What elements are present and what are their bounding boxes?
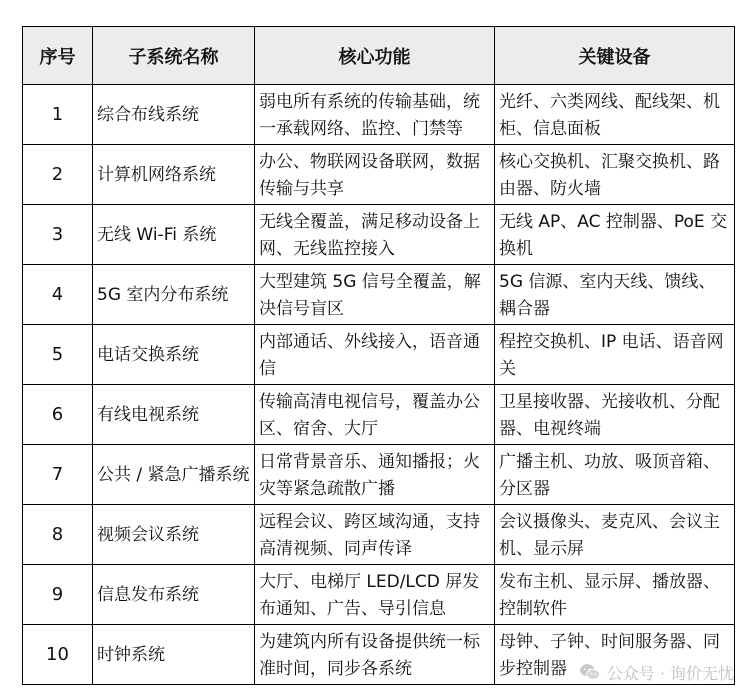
row-name	[93, 565, 255, 625]
row-no: 2	[23, 145, 93, 205]
row-name	[93, 505, 255, 565]
row-function	[255, 565, 495, 625]
row-function-text: 办公、物联网设备联网，数据传输与共享	[259, 151, 480, 199]
row-function	[255, 85, 495, 145]
table-row	[23, 565, 735, 625]
row-function	[255, 445, 495, 505]
table-header	[23, 27, 735, 85]
watermark	[579, 659, 734, 685]
row-devices-text: 母钟、子钟、时间服务器、同步控制器	[499, 631, 720, 679]
row-function-text: 日常背景音乐、通知播报；火灾等紧急疏散广播	[259, 451, 480, 499]
row-devices-text: 程控交换机、IP 电话、语音网关	[499, 331, 724, 379]
row-function-text: 弱电所有系统的传输基础，统一承载网络、监控、门禁等	[259, 91, 480, 139]
row-name	[93, 445, 255, 505]
row-name	[93, 145, 255, 205]
table-row	[23, 325, 735, 385]
row-name-text: 电话交换系统	[97, 345, 199, 365]
header-function: 核心功能	[255, 27, 495, 85]
row-name	[93, 205, 255, 265]
row-function-text: 无线全覆盖，满足移动设备上网、无线监控接入	[259, 211, 480, 259]
row-devices	[495, 565, 735, 625]
table-row	[23, 445, 735, 505]
row-name-text: 无线 Wi-Fi 系统	[97, 225, 217, 245]
row-name	[93, 85, 255, 145]
row-function	[255, 205, 495, 265]
row-no: 9	[23, 565, 93, 625]
row-devices-text: 会议摄像头、麦克风、会议主机、显示屏	[499, 511, 720, 559]
table-row	[23, 385, 735, 445]
row-name-text: 视频会议系统	[97, 525, 199, 545]
row-devices	[495, 265, 735, 325]
row-name-text: 公共 / 紧急广播系统	[97, 465, 250, 485]
table-row	[23, 85, 735, 145]
table-body	[23, 85, 735, 685]
row-function-text: 传输高清电视信号，覆盖办公区、宿舍、大厅	[259, 391, 480, 439]
row-function	[255, 385, 495, 445]
watermark-text: 公众号 · 询价无忧	[606, 663, 734, 683]
row-no: 5	[23, 325, 93, 385]
row-function	[255, 505, 495, 565]
row-devices	[495, 505, 735, 565]
row-function	[255, 145, 495, 205]
row-function-text: 大厅、电梯厅 LED/LCD 屏发布通知、广告、导引信息	[259, 571, 480, 619]
row-devices-text: 核心交换机、汇聚交换机、路由器、防火墙	[499, 151, 720, 199]
subsystem-table-container	[22, 26, 735, 685]
row-name-text: 信息发布系统	[97, 585, 199, 605]
row-devices	[495, 145, 735, 205]
row-name	[93, 325, 255, 385]
row-devices-text: 5G 信源、室内天线、馈线、耦合器	[499, 271, 716, 319]
table-row	[23, 205, 735, 265]
row-function	[255, 625, 495, 685]
row-devices-text: 广播主机、功放、吸顶音箱、分区器	[499, 451, 720, 499]
row-no: 4	[23, 265, 93, 325]
row-no: 7	[23, 445, 93, 505]
subsystem-table	[22, 26, 735, 685]
wechat-icon	[579, 662, 601, 682]
row-devices	[495, 445, 735, 505]
row-devices	[495, 385, 735, 445]
row-function-text: 内部通话、外线接入，语音通信	[259, 331, 480, 379]
row-function	[255, 325, 495, 385]
row-devices-text: 卫星接收器、光接收机、分配器、电视终端	[499, 391, 720, 439]
row-no: 6	[23, 385, 93, 445]
row-name-text: 时钟系统	[97, 645, 165, 665]
row-devices	[495, 325, 735, 385]
row-devices-text: 光纤、六类网线、配线架、机柜、信息面板	[499, 91, 720, 139]
row-name	[93, 625, 255, 685]
row-devices-text: 发布主机、显示屏、播放器、控制软件	[499, 571, 720, 619]
row-name-text: 计算机网络系统	[97, 165, 216, 185]
row-function	[255, 265, 495, 325]
row-no: 8	[23, 505, 93, 565]
table-row	[23, 265, 735, 325]
header-name: 子系统名称	[93, 27, 255, 85]
row-name-text: 综合布线系统	[97, 105, 199, 125]
table-row	[23, 505, 735, 565]
row-no: 1	[23, 85, 93, 145]
row-devices	[495, 85, 735, 145]
row-devices-text: 无线 AP、AC 控制器、PoE 交换机	[499, 211, 728, 259]
header-row	[23, 27, 735, 85]
row-no: 3	[23, 205, 93, 265]
row-function-text: 远程会议、跨区域沟通，支持高清视频、同声传译	[259, 511, 480, 559]
row-name-text: 5G 室内分布系统	[97, 285, 229, 305]
row-name	[93, 265, 255, 325]
header-devices: 关键设备	[495, 27, 735, 85]
row-name-text: 有线电视系统	[97, 405, 199, 425]
row-function-text: 为建筑内所有设备提供统一标准时间，同步各系统	[259, 631, 480, 679]
header-no: 序号	[23, 27, 93, 85]
row-function-text: 大型建筑 5G 信号全覆盖，解决信号盲区	[259, 271, 481, 319]
row-no: 10	[23, 625, 93, 685]
table-row	[23, 145, 735, 205]
row-name	[93, 385, 255, 445]
row-devices	[495, 205, 735, 265]
